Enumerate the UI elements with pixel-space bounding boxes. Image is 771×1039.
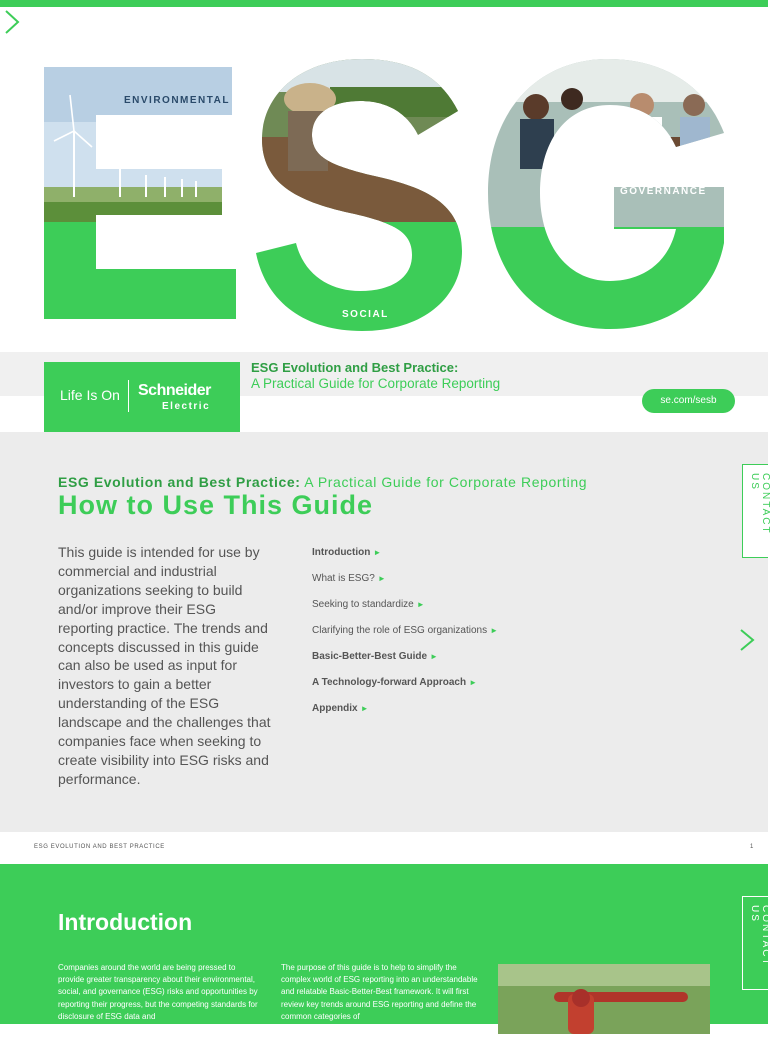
label-environmental: ENVIRONMENTAL <box>124 95 230 106</box>
esg-letters-graphic <box>0 7 768 352</box>
top-accent-bar <box>0 0 768 7</box>
contact-us-tab[interactable] <box>742 464 771 558</box>
guide-body-text: This guide is intended for use by commercial and industrial organizations seeking to build and/or improve their ESG reporting practice. The trends and concepts discussed in this guide can also be used as input for investors to gain a better understanding of the ESG landscape and the challenges that companies face when seeking to create visibility into ESG risks and performance. <box>58 544 271 787</box>
page-footer <box>0 832 768 864</box>
arrow-right-icon: ► <box>430 652 438 661</box>
guide-eyebrow <box>58 474 587 490</box>
introduction-section <box>0 864 771 1024</box>
arrow-right-icon: ► <box>416 600 425 609</box>
contact-us-tab[interactable] <box>742 896 771 990</box>
toc-item-basic-better-best[interactable]: Basic-Better-Best Guide ► <box>312 651 438 662</box>
banner-title: ESG Evolution and Best Practice: <box>251 360 459 375</box>
footer-title: ESG EVOLUTION AND BEST PRACTICE <box>34 844 165 850</box>
guide-title: How to Use This Guide <box>58 490 374 520</box>
toc-item-introduction[interactable]: Introduction ► <box>312 547 382 558</box>
logo-tagline: Life Is On <box>60 387 120 403</box>
how-to-use-section <box>0 432 771 832</box>
website-link-button[interactable]: se.com/sesb <box>642 389 735 413</box>
label-social: SOCIAL <box>342 309 389 320</box>
valve-photo-graphic <box>498 964 710 1034</box>
arrow-right-icon: ► <box>490 626 499 635</box>
esg-hero <box>0 7 768 352</box>
logo-brand-sub: Electric <box>162 401 211 412</box>
arrow-right-icon: ► <box>373 548 382 557</box>
intro-photo <box>498 964 710 1034</box>
eyebrow-normal: A Practical Guide for Corporate Reporting <box>300 474 588 490</box>
banner-subtitle: A Practical Guide for Corporate Reporting <box>251 376 501 391</box>
intro-title: Introduction <box>58 909 193 935</box>
logo-brand-name: Schneider <box>138 382 211 399</box>
arrow-right-icon: ► <box>360 704 369 713</box>
toc-item-clarifying-role[interactable]: Clarifying the role of ESG organizations ► <box>312 625 499 636</box>
eyebrow-bold: ESG Evolution and Best Practice: <box>58 474 301 490</box>
contact-us-label: CONTACT US <box>749 905 771 967</box>
intro-column-2: The purpose of this guide is to help to simplify the complex world of ESG reporting into an understandable and relatable Basic-Better-Best framework. It will first review key trends around ESG reporting and define the common categories of <box>281 963 478 1021</box>
label-governance: GOVERNANCE <box>620 186 707 197</box>
intro-column-1: Companies around the world are being pressed to provide greater transparency about their environmental, social, and governance (ESG) risks and opportunities by reporting their progress, but the competing standards for disclosure of ESG data and <box>58 963 258 1021</box>
arrow-right-icon: ► <box>469 678 477 687</box>
toc-item-appendix[interactable]: Appendix ► <box>312 703 369 714</box>
toc-item-seeking-to-standardize[interactable]: Seeking to standardize ► <box>312 599 425 610</box>
contact-us-label: CONTACT US <box>749 473 771 535</box>
toc-item-technology-forward[interactable]: A Technology-forward Approach ► <box>312 677 477 688</box>
table-of-contents <box>312 547 498 729</box>
arrow-right-icon: ► <box>377 574 386 583</box>
schneider-logo[interactable] <box>44 362 240 432</box>
toc-item-what-is-esg[interactable]: What is ESG? ► <box>312 573 386 584</box>
chevron-right-icon[interactable] <box>736 626 758 654</box>
logo-divider <box>128 380 129 412</box>
title-banner <box>0 352 768 432</box>
chevron-right-icon[interactable] <box>0 7 24 37</box>
page-number: 1 <box>750 844 754 850</box>
